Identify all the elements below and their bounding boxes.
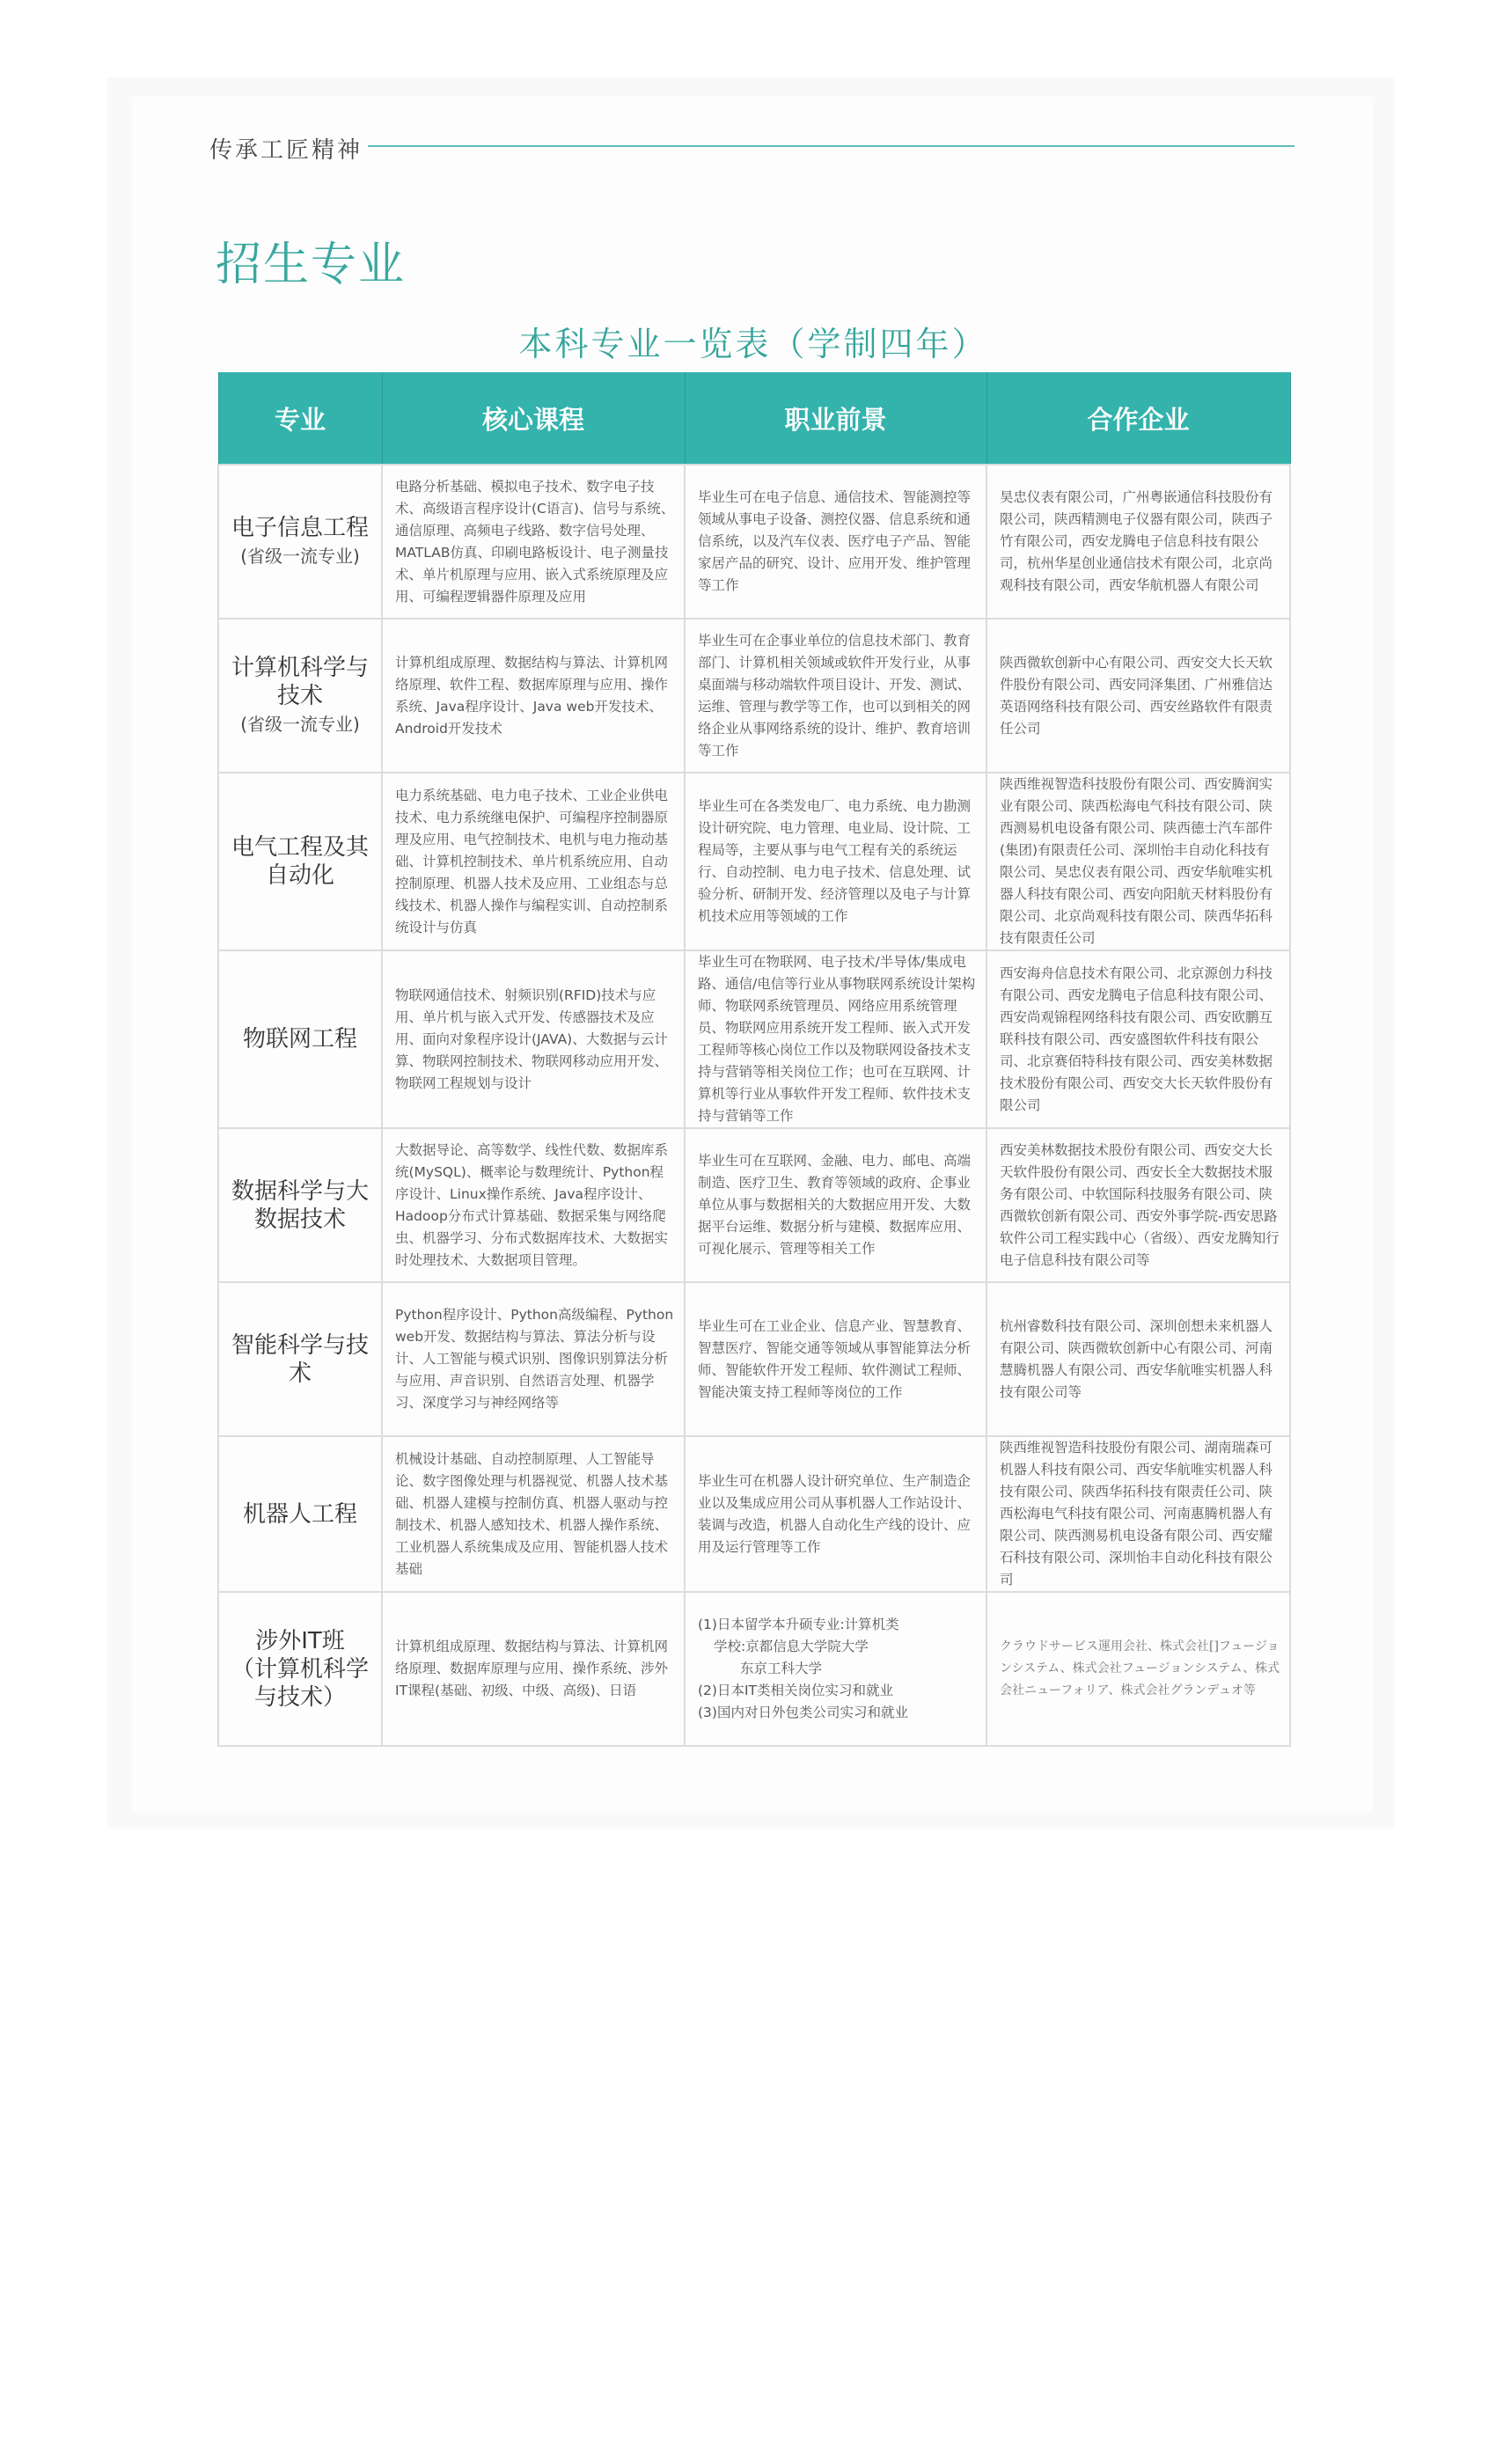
major-cell bbox=[218, 1282, 382, 1436]
career-cell bbox=[685, 619, 986, 773]
career-line: 东京工科大学 bbox=[740, 1661, 823, 1676]
courses-text: 电路分析基础、模拟电子技术、数字电子技术、高级语言程序设计(C语言)、信号与系统、通信原理、高频电子线路、数字信号处理、MATLAB仿真、印刷电路板设计、电子测量技术、单片机原理与应用、嵌入式系统原理及应用、可编程逻辑器件原理及应用 bbox=[395, 478, 675, 605]
table-row bbox=[218, 773, 1290, 950]
career-text: 毕业生可在电子信息、通信技术、智能测控等领域从事电子设备、测控仪器、信息系统和通信系统，以及汽车仪表、医疗电子产品、智能家居产品的研究、设计、应用开发、维护管理等工作 bbox=[698, 489, 972, 593]
career-line: (3)国内对日外包类公司实习和就业 bbox=[698, 1705, 908, 1720]
partners-text: 西安美林数据技术股份有限公司、西安交大长天软件股份有限公司、西安长全大数据技术服务有限公司、中软国际科技服务有限公司、陕西微软创新有限公司、西安外事学院-西安思路软件公司工程实践中心（省级）、西安龙腾知行电子信息科技有限公司等 bbox=[1000, 1141, 1280, 1268]
career-cell bbox=[685, 1282, 986, 1436]
table-row bbox=[218, 465, 1290, 619]
partners-text: クラウドサービス運用会社、株式会社[]フュージョンシステム、株式会社フュージョンシステム、株式会社ニューフォリア、株式会社グランデュオ等 bbox=[1000, 1639, 1280, 1698]
major-cell bbox=[218, 1128, 382, 1282]
courses-text: Python程序设计、Python高级编程、Python web开发、数据结构与算法、算法分析与设计、人工智能与模式识别、图像识别算法分析与应用、声音识别、自然语言处理、机器学习、深度学习与神经网络等 bbox=[395, 1307, 674, 1411]
major-cell bbox=[218, 950, 382, 1128]
column-header-courses: 核心课程 bbox=[382, 372, 685, 465]
career-cell bbox=[685, 465, 986, 619]
career-text: 毕业生可在机器人设计研究单位、生产制造企业以及集成应用公司从事机器人工作站设计、装调与改造，机器人自动化生产线的设计、应用及运行管理等工作 bbox=[698, 1472, 972, 1555]
partners-cell bbox=[986, 465, 1290, 619]
courses-text: 计算机组成原理、数据结构与算法、计算机网络原理、数据库原理与应用、操作系统、涉外IT课程(基础、初级、中级、高级)、日语 bbox=[395, 1639, 669, 1698]
table-row bbox=[218, 1128, 1290, 1282]
courses-cell bbox=[382, 1128, 685, 1282]
courses-cell bbox=[382, 1592, 685, 1746]
column-header-career: 职业前景 bbox=[685, 372, 986, 465]
courses-cell bbox=[382, 950, 685, 1128]
major-note: (省级一流专业) bbox=[240, 713, 360, 735]
major-name: 计算机科学与技术 bbox=[231, 654, 369, 709]
partners-text: 杭州睿数科技有限公司、深圳创想未来机器人有限公司、陕西微软创新中心有限公司、河南慧腾机器人有限公司、西安华航唯实机器人科技有限公司等 bbox=[1000, 1317, 1273, 1400]
partners-cell bbox=[986, 1592, 1290, 1746]
header-slogan: 传承工匠精神 bbox=[209, 137, 363, 164]
courses-cell bbox=[382, 465, 685, 619]
career-line: (1)日本留学本升硕专业:计算机类 bbox=[698, 1617, 899, 1632]
partners-cell bbox=[986, 1128, 1290, 1282]
major-cell bbox=[218, 465, 382, 619]
table-row bbox=[218, 619, 1290, 773]
major-cell bbox=[218, 619, 382, 773]
partners-cell bbox=[986, 773, 1290, 950]
courses-text: 电力系统基础、电力电子技术、工业企业供电技术、电力系统继电保护、可编程序控制器原理及应用、电气控制技术、电机与电力拖动基础、计算机控制技术、单片机系统应用、自动控制原理、机器人技术及应用、工业组态与总线技术、机器人操作与编程实训、自动控制系统设计与仿真 bbox=[395, 787, 669, 935]
career-text: 毕业生可在工业企业、信息产业、智慧教育、智慧医疗、智能交通等领域从事智能算法分析师、智能软件开发工程师、软件测试工程师、智能决策支持工程师等岗位的工作 bbox=[698, 1317, 972, 1400]
partners-cell bbox=[986, 1436, 1290, 1592]
major-name: 物联网工程 bbox=[242, 1026, 357, 1052]
career-text: 毕业生可在物联网、电子技术/半导体/集成电路、通信/电信等行业从事物联网系统设计架构师、物联网系统管理员、网络应用系统管理员、物联网应用系统开发工程师、嵌入式开发工程师等核心岗位工作以及物联网设备技术支持与营销等相关岗位工作；也可在互联网、计算机等行业从事软件开发工程师、软件技术支持与营销等工作 bbox=[698, 954, 976, 1124]
table-title: 本科专业一览表（学制四年） bbox=[518, 325, 988, 363]
page-title: 招生专业 bbox=[216, 238, 407, 291]
table-row bbox=[218, 1592, 1290, 1746]
courses-cell bbox=[382, 1436, 685, 1592]
courses-cell bbox=[382, 1282, 685, 1436]
table-header-row bbox=[218, 372, 1290, 465]
major-name: 数据科学与大数据技术 bbox=[231, 1177, 369, 1233]
major-cell bbox=[218, 1592, 382, 1746]
career-text: 毕业生可在各类发电厂、电力系统、电力勘测设计研究院、电力管理、电业局、设计院、工程局等，主要从事与电气工程有关的系统运行、自动控制、电力电子技术、信息处理、试验分析、研制开发、经济管理以及电子与计算机技术应用等领域的工作 bbox=[698, 798, 972, 924]
major-name: 机器人工程 bbox=[242, 1500, 357, 1528]
courses-cell bbox=[382, 619, 685, 773]
partners-cell bbox=[986, 619, 1290, 773]
partners-text: 昊忠仪表有限公司，广州粤嵌通信科技股份有限公司，陕西精测电子仪器有限公司，陕西子竹有限公司，西安龙腾电子信息科技有限公司，杭州华星创业通信技术有限公司，北京尚观科技有限公司，西安华航机器人有限公司 bbox=[1000, 489, 1273, 593]
partners-cell bbox=[986, 950, 1290, 1128]
major-name: 电气工程及其自动化 bbox=[231, 834, 369, 889]
partners-text: 陕西维视智造科技股份有限公司、西安腾润实业有限公司、陕西松海电气科技有限公司、陕西测易机电设备有限公司、陕西德士汽车部件(集团)有限责任公司、深圳怡丰自动化科技有限公司、昊忠仪表有限公司、西安华航唯实机器人科技有限公司、西安向阳航天材料股份有限公司、北京尚观科技有限公司、陕西华拓科技有限责任公司 bbox=[1000, 776, 1273, 946]
column-header-major: 专业 bbox=[218, 372, 382, 465]
major-cell bbox=[218, 1436, 382, 1592]
career-cell bbox=[685, 950, 986, 1128]
major-name: 智能科学与技术 bbox=[231, 1331, 369, 1387]
courses-text: 机械设计基础、自动控制原理、人工智能导论、数字图像处理与机器视觉、机器人技术基础、机器人建模与控制仿真、机器人驱动与控制技术、机器人感知技术、机器人操作系统、工业机器人系统集成及应用、智能机器人技术基础 bbox=[395, 1450, 669, 1577]
career-cell bbox=[685, 1592, 986, 1746]
career-cell bbox=[685, 1128, 986, 1282]
table-row bbox=[218, 1436, 1290, 1592]
partners-text: 陕西维视智造科技股份有限公司、湖南瑞森可机器人科技有限公司、西安华航唯实机器人科技有限公司、陕西华拓科技有限责任公司、陕西松海电气科技有限公司、河南惠腾机器人有限公司、陕西测易机电设备有限公司、西安耀石科技有限公司、深圳怡丰自动化科技有限公司 bbox=[1000, 1440, 1273, 1588]
major-note: （计算机科学与技术） bbox=[231, 1655, 369, 1711]
table-row bbox=[218, 950, 1290, 1128]
major-name: 电子信息工程 bbox=[231, 514, 369, 541]
career-line: 学校:京都信息大学院大学 bbox=[714, 1639, 869, 1654]
career-cell bbox=[685, 1436, 986, 1592]
partners-cell bbox=[986, 1282, 1290, 1436]
career-cell bbox=[685, 773, 986, 950]
header-divider bbox=[368, 145, 1294, 147]
career-text: 毕业生可在互联网、金融、电力、邮电、高端制造、医疗卫生、教育等领域的政府、企事业单位从事与数据相关的大数据应用开发、大数据平台运维、数据分析与建模、数据库应用、可视化展示、管理等相关工作 bbox=[698, 1153, 972, 1257]
column-header-partners: 合作企业 bbox=[986, 372, 1290, 465]
career-text: 毕业生可在企事业单位的信息技术部门、教育部门、计算机相关领域或软件开发行业，从事桌面端与移动端软件项目设计、开发、测试、运维、管理与教学等工作，也可以到相关的网络企业从事网络系统的设计、维护、教育培训等工作 bbox=[698, 632, 972, 759]
partners-text: 西安海舟信息技术有限公司、北京源创力科技有限公司、西安龙腾电子信息科技有限公司、西安尚观锦程网络科技有限公司、西安欧鹏互联科技有限公司、西安盛图软件科技有限公司、北京赛佰特科技有限公司、西安美林数据技术股份有限公司、西安交大长天软件股份有限公司 bbox=[1000, 964, 1273, 1113]
major-name: 涉外IT班 bbox=[255, 1627, 345, 1654]
career-line: (2)日本IT类相关岗位实习和就业 bbox=[698, 1683, 893, 1698]
majors-table bbox=[217, 372, 1291, 1747]
major-note: (省级一流专业) bbox=[240, 545, 360, 567]
courses-cell bbox=[382, 773, 685, 950]
table-row bbox=[218, 1282, 1290, 1436]
partners-text: 陕西微软创新中心有限公司、西安交大长天软件股份有限公司、西安同泽集团、广州雅信达英语网络科技有限公司、西安丝路软件有限责任公司 bbox=[1000, 654, 1273, 737]
courses-text: 物联网通信技术、射频识别(RFID)技术与应用、单片机与嵌入式开发、传感器技术及应用、面向对象程序设计(JAVA)、大数据与云计算、物联网控制技术、物联网移动应用开发、物联网工程规划与设计 bbox=[395, 986, 669, 1091]
courses-text: 大数据导论、高等数学、线性代数、数据库系统(MySQL)、概率论与数理统计、Python程序设计、Linux操作系统、Java程序设计、Hadoop分布式计算基础、数据采集与网络爬虫、机器学习、分布式数据库技术、大数据实时处理技术、大数据项目管理。 bbox=[395, 1141, 669, 1268]
courses-text: 计算机组成原理、数据结构与算法、计算机网络原理、软件工程、数据库原理与应用、操作系统、Java程序设计、Java web开发技术、Android开发技术 bbox=[395, 654, 669, 737]
major-cell bbox=[218, 773, 382, 950]
